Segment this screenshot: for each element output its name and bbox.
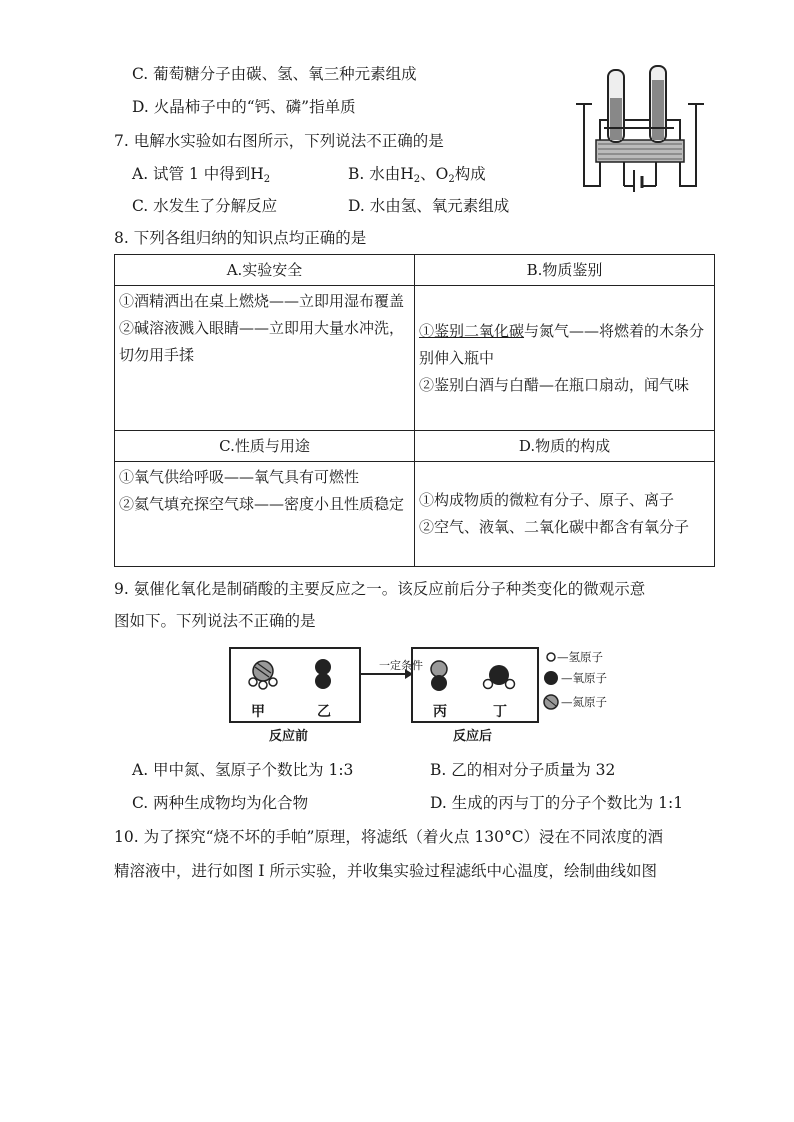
- a-line1: ①酒精洒出在桌上燃烧——立即用湿布覆盖: [119, 292, 405, 310]
- q7-option-d: D. 水由氢、氧元素组成: [348, 197, 510, 215]
- table-cell-a: [115, 286, 415, 431]
- table-cell-b: [415, 286, 715, 431]
- label-before: 反应前: [269, 729, 309, 744]
- d-line2: ②空气、液氧、二氧化碳中都含有氧分子: [419, 518, 690, 536]
- d-line1: ①构成物质的微粒有分子、原子、离子: [419, 491, 675, 509]
- nitric-oxide-molecule: [431, 661, 447, 691]
- q9-option-d: D. 生成的丙与丁的分子个数比为 1:1: [430, 794, 684, 812]
- table-header-c: C.性质与用途: [115, 431, 415, 462]
- label-jia: 甲: [251, 704, 265, 720]
- q7-option-b: B. 水由$H_2$、$O_2$构成: [348, 165, 486, 185]
- c-line2: ②氦气填充探空气球——密度小且性质稳定: [119, 495, 405, 513]
- legend-h-icon: [547, 653, 555, 661]
- q10-line1: 10. 为了探究“烧不坏的手帕”原理，将滤纸（着火点 130°C）浸在不同浓度的酒: [114, 828, 664, 846]
- table-cell-c: [115, 462, 415, 567]
- q9-stem-line1: 9. 氨催化氧化是制硝酸的主要反应之一。该反应前后分子种类变化的微观示意: [114, 580, 646, 598]
- legend-h-label: —氢原子: [557, 650, 603, 664]
- q8-stem: 8. 下列各组归纳的知识点均正确的是: [114, 229, 367, 247]
- q9-option-c: C. 两种生成物均为化合物: [132, 794, 309, 812]
- legend-n-label: —氮原子: [561, 695, 607, 709]
- q9-option-a: A. 甲中氮、氢原子个数比为 1:3: [132, 761, 354, 779]
- table-header-d: D.物质的构成: [415, 431, 715, 462]
- electrolysis-apparatus-figure: [574, 58, 706, 198]
- q9-option-b: B. 乙的相对分子质量为 32: [430, 761, 616, 779]
- q6-option-d: D. 火晶柿子中的“钙、磷”指单质: [132, 98, 356, 116]
- label-after: 反应后: [453, 729, 493, 744]
- q6-option-c: C. 葡萄糖分子由碳、氢、氧三种元素组成: [132, 65, 417, 83]
- oxygen-molecule: [315, 659, 331, 689]
- a-line2: ②碱溶液溅入眼睛——立即用大量水冲洗，切勿用手揉: [119, 319, 405, 364]
- table-cell-d: [415, 462, 715, 567]
- q10-line2: 精溶液中，进行如图 I 所示实验，并收集实验过程滤纸中心温度，绘制曲线如图: [114, 862, 657, 880]
- label-yi: 乙: [317, 704, 331, 720]
- water-molecule: [484, 665, 515, 689]
- c-line1: ①氧气供给呼吸——氧气具有可燃性: [119, 468, 360, 486]
- reaction-diagram: [229, 645, 629, 745]
- b-line2: ②鉴别白酒与白醋—在瓶口扇动，闻气味: [419, 375, 690, 394]
- arrow-label: 一定条件: [379, 659, 423, 672]
- knowledge-table: [114, 254, 715, 567]
- legend-o-label: —氧原子: [561, 671, 607, 685]
- label-bing: 丙: [433, 704, 447, 720]
- label-ding: 丁: [493, 704, 507, 720]
- legend-n-icon: [544, 695, 558, 709]
- q7-option-a: A. 试管 1 中得到$H_2$: [132, 165, 271, 185]
- legend-o-icon: [544, 671, 558, 685]
- q7-option-c: C. 水发生了分解反应: [132, 197, 278, 215]
- q9-stem-line2: 图如下。下列说法不正确的是: [114, 612, 316, 630]
- table-header-b: B.物质鉴别: [415, 255, 715, 286]
- q7-stem: 7. 电解水实验如右图所示，下列说法不正确的是: [114, 132, 444, 150]
- ammonia-molecule: [249, 661, 277, 689]
- table-header-a: A.实验安全: [115, 255, 415, 286]
- b-line1: ①鉴别二氧化碳与氮气——将燃着的木条分别伸入瓶中: [419, 321, 705, 367]
